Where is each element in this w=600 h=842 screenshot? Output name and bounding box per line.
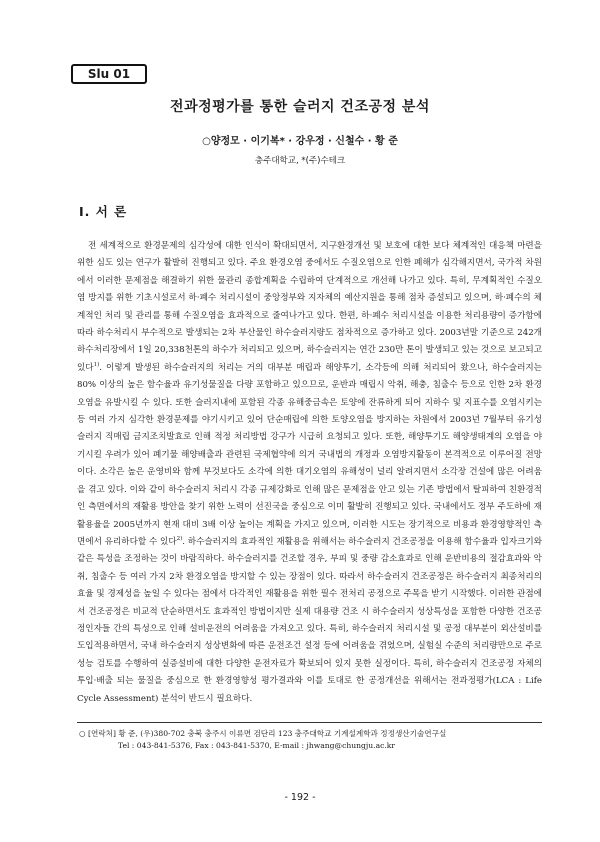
session-code-box: Slu 01 — [71, 64, 147, 84]
affiliation-line: 충주대학교, *(주)수테크 — [254, 156, 346, 166]
page-number: - 192 - — [284, 792, 316, 803]
footnote-divider — [77, 722, 542, 723]
body-text-mid: . 이렇게 발생된 하수슬러지의 처리는 거의 대부분 매립과 해양투기, 소각등에 의해 처리되어 왔으나, 하수슬러지는 80% 이상의 높은 함수율과 유기성물질을 다량 포함하고 있으므로, 운반과 매립시 악취, 해충, 침출수 등으로 인한 2차 환경오염을 유발시킬 수 있다. 또한 슬러지내에 포함된 각종 유해중금속은 토양에 잔류하게 되어 지하수 및 지표수를 오염시키는 등 여러 가지 심각한 환경문제를 야기시키고 있어 단순매립에 의한 토양오염을 방지하는 차원에서 2003년 7월부터 유기성 슬러지 직매립 금지조치발효로 인해 적정 처리방법 강구가 시급히 요청되고 있다. 또한, 해양투기도 해양생태계의 오염을 야기시킬 우려가 있어 폐기물 해양배출과 관련된 국제협약에 의거 국내법의 개정과 오염방지활동이 본격적으로 이루어질 전망이다. 소각은 높은 운영비와 함께 부것보다도 소각에 의한 대기오염의 유해성이 널리 알려지면서 소각장 건설에 많은 어려움을 겪고 있다. 이와 같이 하수슬러지 처리시 각종 규제강화로 인해 많은 문제점을 안고 있는 기존 방법에서 탈피하여 친환경적인 측면에서의 재활용 방안을 찾기 위한 노력이 선진국을 중심으로 이미 활발히 진행되고 있다. 국내에서도 정부 주도하에 재활용율을 2005년까지 현재 대비 3배 이상 높이는 계획을 가지고 있으며, 이러한 시도는 장기적으로 비용과 환경영향적인 측면에서 유리하다할 수 있다 — [77, 362, 542, 547]
contact-footnote — [79, 728, 539, 752]
section-heading-introduction: Ⅰ. 서 론 — [79, 204, 128, 219]
introduction-paragraph — [77, 238, 542, 708]
footnote-address: ○ [연락처] 황 준, (우)380-702 충북 충주시 이류면 검단리 123 충주대학교 기계설계학과 정정생산기술연구실 — [79, 729, 447, 738]
paper-title: 전과정평가를 통한 슬러지 건조공정 분석 — [170, 99, 430, 115]
footnote-contact-info: Tel : 043-841-5376, Fax : 043-841-5370, E-mail : jhwang@chungju.ac.kr — [118, 741, 395, 750]
author-list: ○양정모 · 이기복* · 강우정 · 신철수 · 황 준 — [202, 136, 398, 147]
introduction-body — [77, 238, 542, 708]
reference-1: 1) — [93, 361, 100, 368]
reference-2: 2) — [176, 536, 183, 543]
body-text-main: 전 세계적으로 환경문제의 심각성에 대한 인식이 확대되면서, 지구환경개선 및 보호에 대한 보다 체계적인 대응책 마련을 위한 심도 있는 연구가 활발히 진행되고 있다. 주요 환경오염 중에서도 수질오염으로 인한 폐해가 심각해지면서, 국가적 차원에서 이러한 문제점을 해결하기 위한 물관리 종합계획을 수립하여 단계적으로 개선해 나가고 있다. 특히, 무계획적인 수질오염 방지를 위한 기초시설로서 하·폐수 처리시설이 중앙정부와 지자체의 예산지원을 통해 점차 증설되고 있으며, 하·폐수의 체계적인 처리 및 관리를 통해 수질오염을 효과적으로 줄여나가고 있다. 한편, 하·폐수 처리시설을 이용한 처리용량이 증가함에 따라 하수처리시 부수적으로 발생되는 2차 부산물인 하수슬러지량도 점차적으로 증가하고 있다. 2003년말 기준으로 242개 하수처리장에서 1일 20,338천톤의 하수가 처리되고 있으며, 하수슬러지는 연간 230만 톤이 발생되고 있는 것으로 보고되고 있다 — [77, 241, 542, 373]
body-text-end: . 하수슬러지의 효과적인 재활용을 위해서는 하수슬러지 건조공정을 이용해 함수율과 입자크기와 같은 특성을 조정하는 것이 바람직하다. 하수슬러지를 건조할 경우, 부피 및 중량 감소효과로 인해 운반비용의 절감효과와 악취, 침출수 등 여러 가지 2차 환경오염을 방지할 수 있는 장점이 있다. 따라서 하수슬러지 건조공정은 하수슬러지 최종처리의 효율 및 경제성을 높일 수 있다는 점에서 다각적인 재활용을 위한 필수 전처리 공정으로 주목을 받기 시작했다. 이러한 관점에서 건조공정은 비교적 단순하면서도 효과적인 방법이지만 실제 대용량 건조 시 하수슬러지 성상특성을 포함한 다양한 건조공정인자들 간의 특성으로 인해 설비운전의 어려움을 가져오고 있다. 특히, 하수슬러지 처리시설 및 공정 대부분이 외산설비를 도입적용하면서, 국내 하수슬러지 성상변화에 따른 운전조건 설정 등에 어려움을 겪었으며, 실험실 수준의 처리량만으로 주로 성능 검토를 수행하여 실증설비에 대한 다양한 운전자료가 확보되어 있지 못한 실정이다. 특히, 하수슬러지 건조공정 자체의 투입·배출 되는 물질을 중심으로 한 환경영향성 평가결과와 이를 토대로 한 공정개선을 위해서는 전과정평가(LCA : Life Cycle Assessment) 분석이 반드시 필요하다. — [77, 536, 542, 704]
